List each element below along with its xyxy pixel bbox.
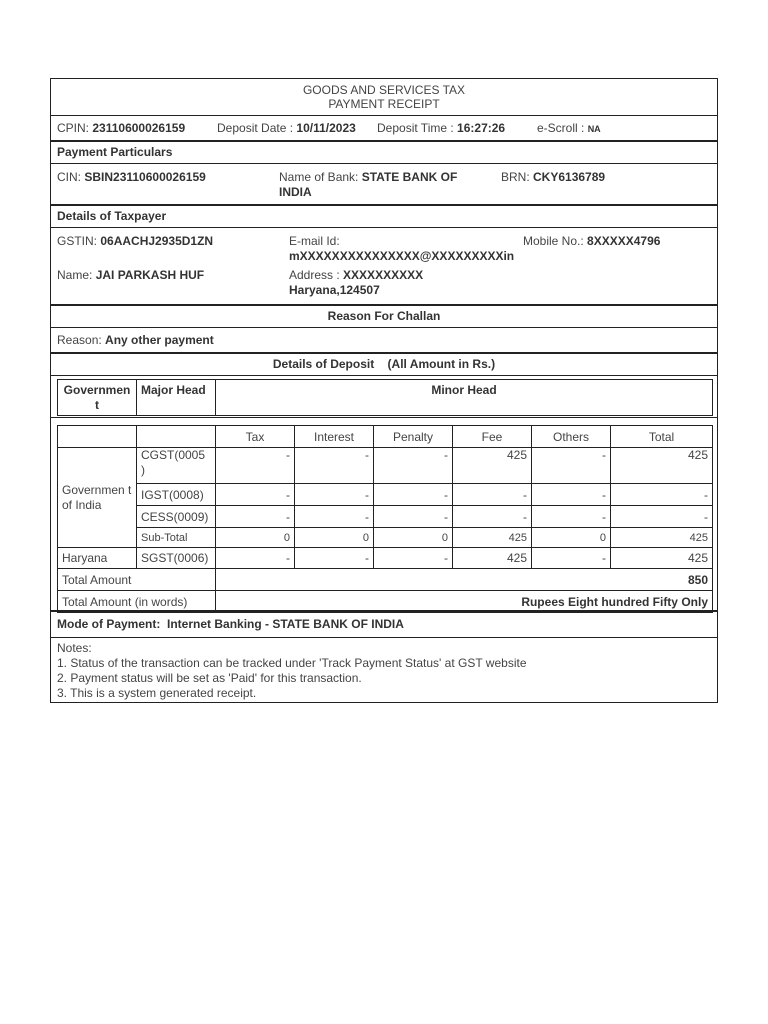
cell-value: - (295, 448, 374, 484)
brn-value: CKY6136789 (533, 170, 606, 184)
cell-value: 425 (453, 548, 532, 569)
head-government: Governmen t (58, 380, 137, 416)
note-item: 2. Payment status will be set as 'Paid' for this transaction. (57, 671, 362, 685)
col-fee: Fee (453, 426, 532, 448)
subtotal-row (58, 528, 713, 548)
deposit-date-value: 10/11/2023 (296, 121, 356, 135)
col-interest: Interest (295, 426, 374, 448)
major-head-sgst: SGST(0006) (137, 548, 216, 569)
taxpayer-name-value: JAI PARKASH HUF (95, 268, 205, 282)
address-line1: XXXXXXXXXX (343, 268, 424, 282)
head-minor: Minor Head (216, 380, 713, 416)
col-penalty: Penalty (374, 426, 453, 448)
cell-value: - (374, 548, 453, 569)
total-amount-value: 850 (216, 569, 713, 591)
escroll-label: e-Scroll : (537, 121, 585, 135)
email-label: E-mail Id: (289, 234, 340, 248)
mobile-label: Mobile No.: (523, 234, 584, 248)
address-field (289, 268, 423, 298)
deposit-header-table (57, 379, 713, 416)
cell-value: - (374, 506, 453, 528)
mode-value: Internet Banking - STATE BANK OF INDIA (167, 617, 404, 631)
note-item: 3. This is a system generated receipt. (57, 686, 257, 700)
col-total: Total (611, 426, 713, 448)
escroll-field (537, 116, 601, 142)
deposit-date-field (217, 116, 356, 141)
cell-value: - (453, 484, 532, 506)
mobile-value: 8XXXXX4796 (587, 234, 661, 248)
subtotal-label: Sub-Total (137, 528, 216, 548)
cell-value: 425 (453, 528, 532, 548)
total-amount-label: Total Amount (58, 569, 216, 591)
cell-value: 0 (374, 528, 453, 548)
brn-label: BRN: (501, 170, 530, 184)
cell-value: - (295, 506, 374, 528)
cell-value: - (216, 548, 295, 569)
haryana-row (58, 548, 713, 569)
head-major: Major Head (137, 380, 216, 416)
total-amount-row (58, 569, 713, 591)
cell-value: - (216, 448, 295, 484)
payment-particulars-row (51, 164, 717, 206)
major-head-cgst: CGST(0005 ) (137, 448, 216, 484)
cell-value: - (374, 448, 453, 484)
deposit-date-label: Deposit Date : (217, 121, 294, 135)
cell-value: 0 (532, 528, 611, 548)
cell-value: - (611, 506, 713, 528)
cell-value: - (216, 484, 295, 506)
cin-field (57, 170, 206, 185)
reason-row (51, 328, 717, 354)
cpin-value: 23110600026159 (92, 121, 186, 135)
col-tax: Tax (216, 426, 295, 448)
deposit-table (57, 425, 713, 613)
cpin-field (57, 116, 185, 141)
cell-value: - (532, 506, 611, 528)
table-row (58, 506, 713, 528)
payment-particulars-title: Payment Particulars (51, 142, 717, 164)
cell-value: - (295, 484, 374, 506)
email-value: mXXXXXXXXXXXXXXX@XXXXXXXXXin (289, 249, 515, 263)
address-label: Address : (289, 268, 340, 282)
blank-cell (58, 426, 137, 448)
amount-words-value: Rupees Eight hundred Fifty Only (216, 591, 713, 613)
deposit-amount-row (51, 418, 717, 612)
bank-label: Name of Bank: (279, 170, 359, 184)
amount-words-row (58, 591, 713, 613)
deposit-header-row (51, 376, 717, 418)
notes-section (51, 638, 717, 702)
reason-title: Reason For Challan (51, 306, 717, 328)
cpin-label: CPIN: (57, 121, 90, 135)
taxpayer-name-field (57, 268, 204, 283)
cell-value: 0 (295, 528, 374, 548)
major-head-igst: IGST(0008) (137, 484, 216, 506)
cin-value: SBIN23110600026159 (84, 170, 206, 184)
mode-label: Mode of Payment: (57, 617, 161, 631)
cell-value: - (295, 548, 374, 569)
notes-title: Notes: (57, 641, 92, 655)
bank-value-line1: STATE BANK OF (361, 170, 458, 184)
deposit-columns-row (58, 426, 713, 448)
receipt-title-line1: GOODS AND SERVICES TAX (302, 83, 466, 97)
escroll-value: NA (587, 124, 601, 134)
cell-value: - (611, 484, 713, 506)
table-row (58, 484, 713, 506)
cell-value: - (216, 506, 295, 528)
major-head-cess: CESS(0009) (137, 506, 216, 528)
bank-value-line2: INDIA (279, 185, 312, 199)
email-field (289, 234, 514, 264)
haryana-label: Haryana (58, 548, 137, 569)
cell-value: - (532, 484, 611, 506)
cpin-row (51, 116, 717, 142)
blank-cell (137, 426, 216, 448)
gstin-label: GSTIN: (57, 234, 98, 248)
deposit-time-value: 16:27:26 (457, 121, 506, 135)
cell-value: 425 (611, 548, 713, 569)
taxpayer-title: Details of Taxpayer (51, 206, 717, 228)
reason-value: Any other payment (105, 333, 214, 347)
cell-value: 425 (453, 448, 532, 484)
amount-words-label: Total Amount (in words) (58, 591, 216, 613)
cin-label: CIN: (57, 170, 81, 184)
note-item: 1. Status of the transaction can be tracked under 'Track Payment Status' at GST website (57, 656, 527, 670)
mode-of-payment-row (51, 612, 717, 638)
cell-value: - (453, 506, 532, 528)
cell-value: 425 (611, 528, 713, 548)
cell-value: - (374, 484, 453, 506)
brn-field (501, 170, 605, 185)
receipt-header (51, 79, 717, 116)
cell-value: 0 (216, 528, 295, 548)
receipt-title-line2: PAYMENT RECEIPT (328, 97, 440, 111)
taxpayer-name-label: Name: (57, 268, 93, 282)
cell-value: - (532, 548, 611, 569)
gov-india-cell: Governmen t of India (58, 448, 137, 548)
gstin-field (57, 234, 213, 249)
address-line2: Haryana,124507 (289, 283, 380, 297)
cell-value: 425 (611, 448, 713, 484)
bank-field (279, 170, 457, 200)
payment-receipt (50, 78, 718, 703)
gstin-value: 06AACHJ2935D1ZN (100, 234, 214, 248)
mobile-field (523, 234, 660, 249)
cell-value: - (532, 448, 611, 484)
deposit-time-field (377, 116, 505, 141)
taxpayer-row (51, 228, 717, 306)
deposit-title: Details of Deposit (All Amount in Rs.) (51, 354, 717, 376)
reason-label: Reason: (57, 333, 102, 347)
col-others: Others (532, 426, 611, 448)
table-row (58, 448, 713, 484)
deposit-time-label: Deposit Time : (377, 121, 454, 135)
